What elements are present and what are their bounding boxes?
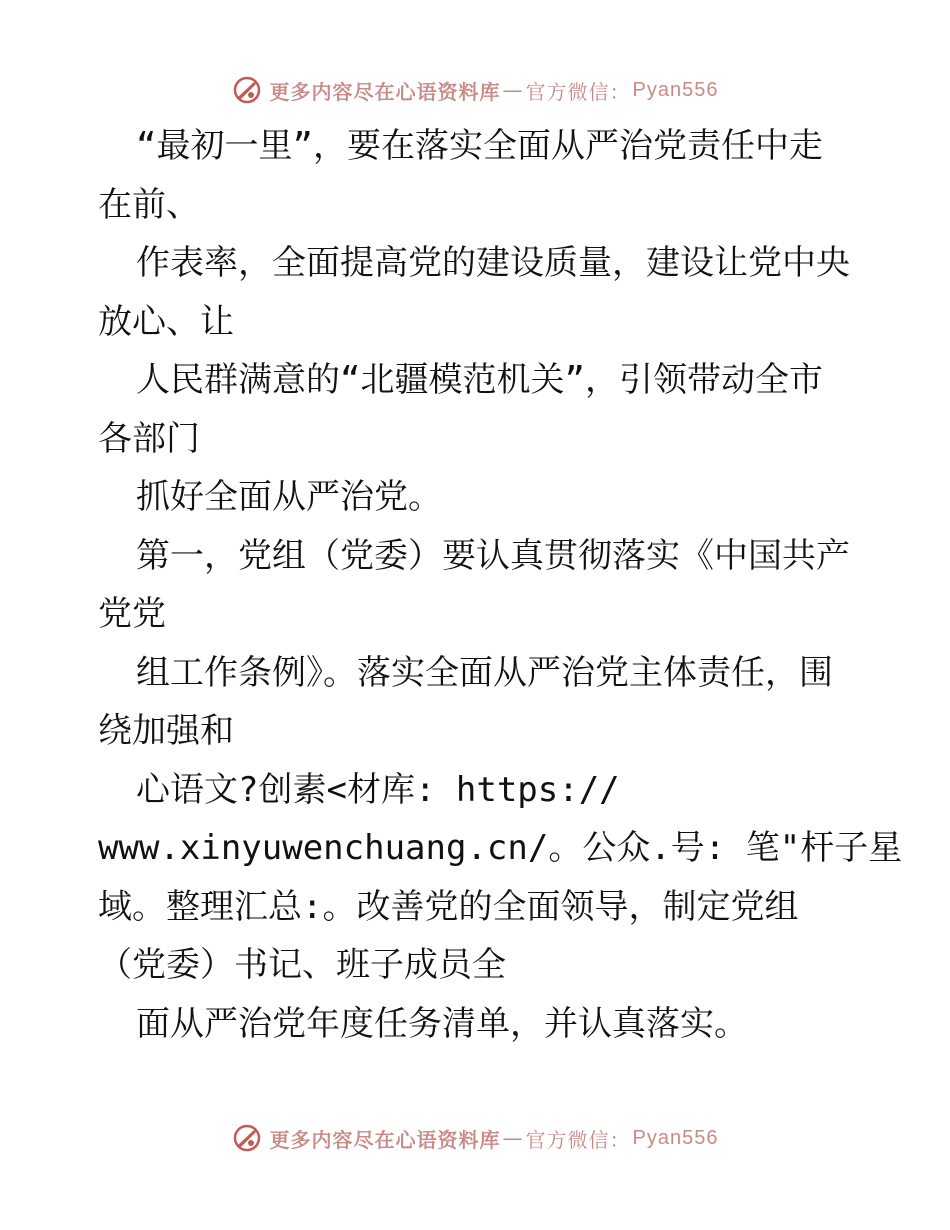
- banner-wechat-label: 官方微信：: [525, 79, 631, 104]
- text-line: 党党: [98, 594, 166, 634]
- document-body: [98, 117, 903, 1053]
- text-line: 组工作条例》。落实全面从严治党主体责任，围: [136, 652, 833, 693]
- banner-separator: —: [502, 78, 524, 102]
- header-watermark-banner: [0, 70, 950, 110]
- text-line: 绕加强和: [98, 711, 234, 751]
- text-line: 第一，党组（党委）要认真贯彻落实《中国共产: [136, 535, 850, 576]
- quill-seal-icon: [232, 75, 262, 105]
- text-line: www.xinyuwenchuang.cn/。公众.号: 笔"杆子星: [98, 828, 903, 868]
- text-line: 抓好全面从严治党。: [136, 477, 442, 517]
- text-line: 作表率，全面提高党的建设质量，建设让党中央: [136, 243, 850, 283]
- quill-seal-icon: [232, 1123, 262, 1153]
- text-line: 面从严治党年度任务清单，并认真落实。: [136, 1003, 748, 1044]
- text-line: 域。整理汇总:。改善党的全面领导，制定党组: [98, 886, 799, 927]
- banner-text: 更多内容尽在心语资料库: [269, 1127, 501, 1152]
- banner-wechat-id: Pyan556: [632, 1126, 719, 1149]
- banner-wechat-label: 官方微信：: [525, 1127, 631, 1152]
- text-line: 放心、让: [98, 301, 234, 342]
- text-line: （党委）书记、班子成员全: [98, 945, 506, 985]
- text-line: 各部门: [98, 418, 200, 459]
- text-line: 在前、: [98, 184, 200, 225]
- text-line: “最初一里”，要在落实全面从严治党责任中走: [136, 126, 823, 166]
- banner-separator: —: [502, 1126, 524, 1150]
- text-line: 心语文?创素<材库: https://: [136, 769, 620, 810]
- banner-text: 更多内容尽在心语资料库: [269, 79, 501, 104]
- text-line: 人民群满意的“北疆模范机关”，引领带动全市: [136, 360, 823, 400]
- banner-wechat-id: Pyan556: [632, 78, 719, 101]
- footer-watermark-banner: [0, 1118, 950, 1158]
